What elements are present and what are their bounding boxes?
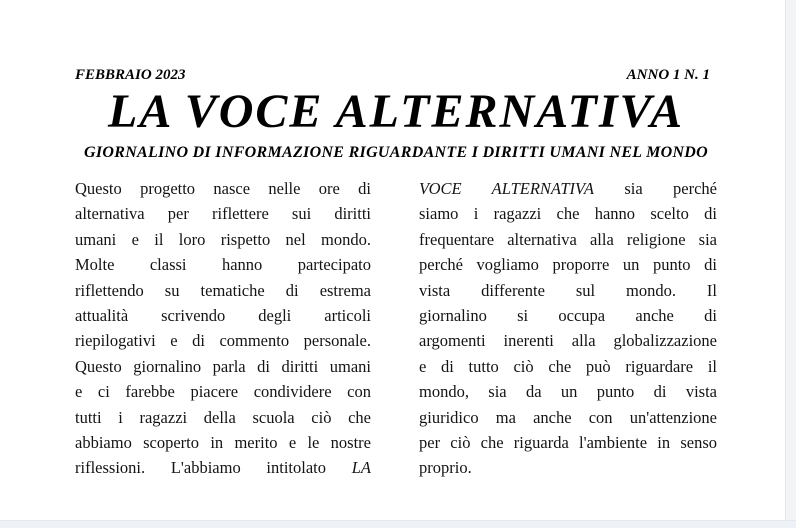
text-line: umani e il loro rispetto nel mondo. <box>75 229 371 249</box>
text-line: giornalino si occupa anche di <box>419 305 717 325</box>
page-edge-right <box>785 0 796 528</box>
text-line: Questo progetto nasce nelle ore di <box>75 179 371 198</box>
text-line: proprio. <box>419 458 472 478</box>
text-line: Molte classi hanno partecipato <box>75 255 371 275</box>
text-line: frequentare alternativa alla religione sia <box>419 229 717 249</box>
text-line: alternativa per riflettere sui diritti <box>75 204 371 224</box>
text-line: perché vogliamo proporre un punto di <box>419 255 717 275</box>
text-line: per ciò che riguarda l'ambiente in senso <box>419 432 717 452</box>
text-line: siamo i ragazzi che hanno scelto di <box>419 204 717 224</box>
text-line: Questo giornalino parla di diritti umani <box>75 356 371 376</box>
text-line: tutti i ragazzi della scuola ciò che <box>75 407 371 427</box>
masthead-row <box>75 67 710 84</box>
issue-number: ANNO 1 N. 1 <box>626 67 710 83</box>
text-line: riepilogativi e di commento personale. <box>75 331 371 351</box>
text-line: giuridico ma anche con un'attenzione <box>419 407 717 427</box>
text-line: abbiamo scoperto in merito e le nostre <box>75 432 371 452</box>
text-line: riflettendo su tematiche di estrema <box>75 280 371 300</box>
newsletter-subtitle: GIORNALINO DI INFORMAZIONE RIGUARDANTE I DIRITTI UMANI NEL MONDO <box>83 144 709 161</box>
page-edge-bottom <box>0 520 796 528</box>
issue-date: FEBBRAIO 2023 <box>75 67 186 83</box>
text-line: mondo, sia da un punto di vista <box>419 382 717 402</box>
text-line: e di tutto ciò che può riguardare il <box>419 356 717 376</box>
text-line: vista differente sul mondo. Il <box>419 280 717 300</box>
article-column-left <box>75 176 371 481</box>
text-line: e ci farebbe piacere condividere con <box>75 382 371 402</box>
text-line: VOCE ALTERNATIVA sia perché <box>419 179 717 198</box>
article-body <box>75 176 717 481</box>
text-line: argomenti inerenti alla globalizzazione <box>419 331 717 351</box>
text-line: riflessioni. L'abbiamo intitolato LA <box>75 458 371 478</box>
article-column-right <box>419 176 717 481</box>
text-line: attualità scrivendo degli articoli <box>75 305 371 325</box>
newsletter-title: LA VOCE ALTERNATIVA <box>108 85 684 138</box>
